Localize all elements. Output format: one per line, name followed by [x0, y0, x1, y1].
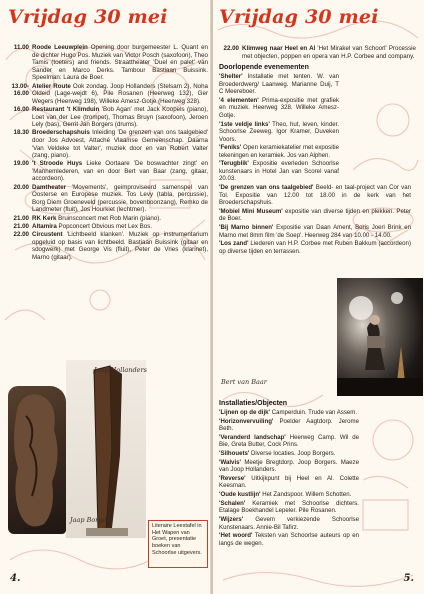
objects-section — [216, 396, 421, 548]
object-name: 'Wijzers' — [219, 516, 244, 523]
schedule-entry — [6, 129, 208, 159]
event-description: Expositie van Daan Ament, Boris Joeri Brink en Marno met 8mm film 'de Soep'. Heerweg 284 van 10.00 - 14.00. — [219, 224, 412, 239]
page-title: Vrijdag 30 mei — [219, 6, 379, 28]
object-description: Poelder Aagtdorp. Jerome Beth. — [219, 417, 359, 433]
event-item — [219, 121, 339, 144]
right-schedule — [216, 45, 416, 256]
right-page — [213, 0, 424, 594]
event-description: Installatie met tenten. W. van Broederdwerg/ Laanweg. Marianne Duij, T C Meereboer. — [219, 73, 339, 96]
event-name: 'Los zand' — [219, 240, 249, 248]
object-item — [219, 500, 359, 515]
literary-table-caption: Literaire Leestafel in Het Wapen van Groet, presentatie boeken van Schoorlse uitgevers. — [148, 520, 208, 568]
object-description: Meetje Bregtdorp. Joop Borgers. Maeze van Joop Hollanders. — [219, 458, 359, 474]
page-number: 5. — [403, 573, 414, 584]
object-item — [219, 475, 359, 490]
object-item — [219, 450, 359, 458]
entry-description: Opening door burgemeester L. Quant en de dichter Hugo Pos. Muziek van Victor Posch (saxofoon), Theo Tamis (toeters) and friends. Straattheater 'Duel en palet' van Sander en Marco Derks. Tambour Bastiaan Buissink. Speelman: Laura de Boer. — [32, 44, 208, 82]
artist-credit-hollanders: Joop Hollanders — [94, 366, 147, 374]
event-description: Open keramiekatelier met expositie tekeningen en keramiek. Jos van Alphen. — [219, 144, 339, 159]
object-item — [219, 532, 359, 547]
entry-description: 'Lichtbeeld klanken'. Muziek op instrumentarium opgeluid op basis van lichtbeeld. Bastiaan Buissink (gitaar en sdogwerk) met George Vis (fluit), Peter de Vries (klarinet), Marno (gitaar). — [32, 231, 208, 261]
entry-description: Inleiding 'De grenzen van ons taalgebied' door Jos Advoest, Attaché Vlaamse Gemeenschap. Daarna 'Van Veldeke tot Valter', muziek door en van Robert Valter (zang, piano). — [32, 129, 208, 160]
entry-description: Bruinsconcert met Rob Marin (piano). — [58, 214, 161, 222]
object-name: 'Silhouets' — [219, 450, 250, 458]
object-description: Gevem verkiezende Schoorlse Kunstenaars. Annie-Bil Tafirz. — [219, 516, 359, 531]
entry-venue: Broederschapshuis — [32, 129, 90, 137]
photo-caption: Bert van Baar — [221, 378, 267, 386]
object-item — [219, 491, 359, 499]
schedule-entry — [6, 44, 208, 82]
schedule-entry — [6, 160, 208, 183]
ongoing-events-list — [216, 73, 416, 255]
event-name: 'Shelter' — [219, 73, 243, 81]
entry-venue: 't Stroode Huys — [32, 160, 83, 168]
event-item — [219, 160, 339, 183]
entry-time: 19.00 — [13, 160, 29, 168]
event-item — [219, 184, 411, 207]
event-item — [219, 73, 339, 96]
object-description: Keramiek met Schoorlse dichters. Etalage Boekhandel Lepeler. Pile Rosanen. — [219, 499, 359, 515]
event-description: Beeld- en taal-project van Cor van Tol. Expositie van 12.00 tot 18.00 in de kerk van het Broederschapshuis. — [219, 184, 411, 207]
event-name: '4 elementen' — [219, 96, 259, 104]
entry-venue: Altamira — [32, 222, 57, 230]
event-description: Prima-expositie met grafiek en muziek. Heerweg 328. Willeke Amesz-Gotje. — [219, 96, 339, 119]
object-description: Het Zandspoor. Willem Schotten. — [262, 491, 352, 499]
entry-venue: Roode Leeuwplein — [32, 44, 88, 51]
schedule-entry — [6, 106, 208, 129]
object-name: 'Reverse' — [219, 474, 246, 482]
object-item — [219, 459, 359, 474]
page-number: 4. — [10, 573, 21, 584]
artist-credit-borgers: Jaap Borgers — [70, 516, 113, 524]
entry-venue: Klimweg naar Heel en Al — [242, 45, 316, 52]
object-description: Camperduin. Trude van Assem. — [271, 409, 358, 416]
event-name: 'Bij Marno binnen' — [219, 224, 274, 231]
object-item — [219, 409, 359, 417]
entry-time: 22.00 — [223, 45, 239, 52]
sculpture-photo-hollanders — [8, 386, 66, 534]
event-item — [219, 144, 339, 159]
schedule-entry — [6, 83, 208, 106]
entry-venue: Damtheater — [32, 183, 67, 191]
entry-time: 22.00 — [13, 231, 29, 238]
event-description: Liederen van H.P. Corbee met Ruben Bakkum (accordeon) op diverse tijden en terrassen. — [219, 240, 411, 255]
entry-venue: Circustent — [32, 231, 63, 238]
schedule-list — [6, 44, 208, 262]
object-name: 'Veranderd landschap' — [219, 433, 286, 441]
event-item — [219, 97, 339, 120]
entry-description: Ook zondag. Joop Hollanders (Stelsam 2), Noha Oldeid (Lage-wejdt 6), Pile Rosanen (Heerweg 132), Ger Wegers (Heerweg 198), Willeke Amesz-Gotje (Heerweg 328). — [32, 82, 208, 105]
entry-description: 'Movements', geimproviseerd samenspel van Oosterse en Europese muziek. Tos Levy (tabla, percussie), Borg Diem Groeneveld (percussie, bovenboonzang), Remko de Landmeter (fluit), Jos Hourkiet (lechtmer). — [32, 183, 208, 214]
entry-venue: RK Kerk — [32, 214, 57, 222]
object-item — [219, 434, 359, 449]
section-heading-ongoing: Doorlopende evenementen — [219, 64, 309, 72]
object-description: Heerweg Camp. Wil de Bie, Greta Butter, Cock Prins. — [219, 433, 359, 449]
object-description: Uitkijkpunt bij Heel en Al. Colette Keesman. — [219, 474, 359, 490]
event-item — [219, 208, 411, 223]
object-name: 'Lijnen op de dijk' — [219, 409, 270, 416]
entry-description: 'Bob Agan' met Jack Koopels (piano), Loet van der Lee (trompet), Thomas Bruyn (saxofoon), Jeroen Lely (bas), Gerrit Jan Borgers (drums). — [32, 105, 208, 129]
page-title: Vrijdag 30 mei — [8, 6, 168, 28]
object-description: Teksten van Schoorlse auteurs op en langs de wegen. — [219, 532, 359, 547]
event-description: Expositie everleden Schoorlse kunstenaars in Hotel Jan van Scorel vanaf 20.03. — [219, 160, 339, 183]
schedule-entry — [6, 223, 208, 231]
object-item — [219, 516, 359, 531]
event-name: 'Feniks' — [219, 144, 242, 152]
schedule-entry — [6, 215, 208, 223]
object-name: 'Het woord' — [219, 532, 253, 540]
left-page — [0, 0, 211, 594]
schedule-entry — [6, 231, 208, 261]
event-name: 'Mobiel Mini Museum' — [219, 207, 283, 215]
section-heading-objects: Installaties/Objecten — [219, 400, 288, 407]
entry-venue: Atelier Route — [32, 82, 71, 90]
object-item — [219, 418, 359, 433]
event-item — [219, 240, 411, 255]
object-name: 'Oude kustlijn' — [219, 491, 261, 499]
event-name: '1ste veldje links' — [219, 120, 270, 128]
event-name: 'Terugblik' — [219, 160, 249, 168]
sculpture-photo-borgers — [66, 360, 146, 538]
event-description: Theo, hut, leven, kinder. Schoorlse Zeeweg. Igor Kramer, Duveken Voors. — [219, 120, 339, 143]
object-name: 'Schalen' — [219, 499, 246, 507]
schedule-entry — [6, 184, 208, 214]
event-name: 'De grenzen van ons taalgebied' — [219, 184, 314, 192]
object-name: 'Walvis' — [219, 458, 241, 466]
entry-description: 'Het Mirakel van Schoorl' Processie met objecten, poppen en opera van H.P. Corbee and company. — [242, 45, 416, 60]
entry-time: 16.00 — [13, 105, 29, 113]
concert-photo — [337, 278, 423, 396]
entry-time: 11.00 — [13, 44, 29, 51]
entry-description: Lieke Oortaare 'De boswachter zingt' en 'Manhemlederen, van en door Bert van Baar (zang, gitaar, accordeon). — [32, 160, 208, 183]
entry-time: 20.00 — [13, 183, 29, 191]
entry-description: Popconcert Obvious met Lex Bos. — [58, 222, 153, 230]
object-description: Diverse locaties. Joop Borgers. — [251, 450, 336, 458]
event-description: expositie van diverse tijden en plekken. Peter de Boer. — [219, 207, 411, 223]
schedule-entry — [216, 45, 416, 60]
entry-time: 21.00 — [13, 222, 29, 230]
event-item — [219, 224, 411, 239]
entry-time: 21.00 — [13, 214, 29, 222]
objects-list — [216, 409, 421, 547]
object-name: 'Horizonvervuiling' — [219, 417, 274, 425]
entry-time: 13.00-16.00 — [11, 82, 29, 98]
entry-venue: Restaurant 't Klimduin — [32, 105, 100, 113]
entry-time: 18.30 — [13, 129, 29, 137]
